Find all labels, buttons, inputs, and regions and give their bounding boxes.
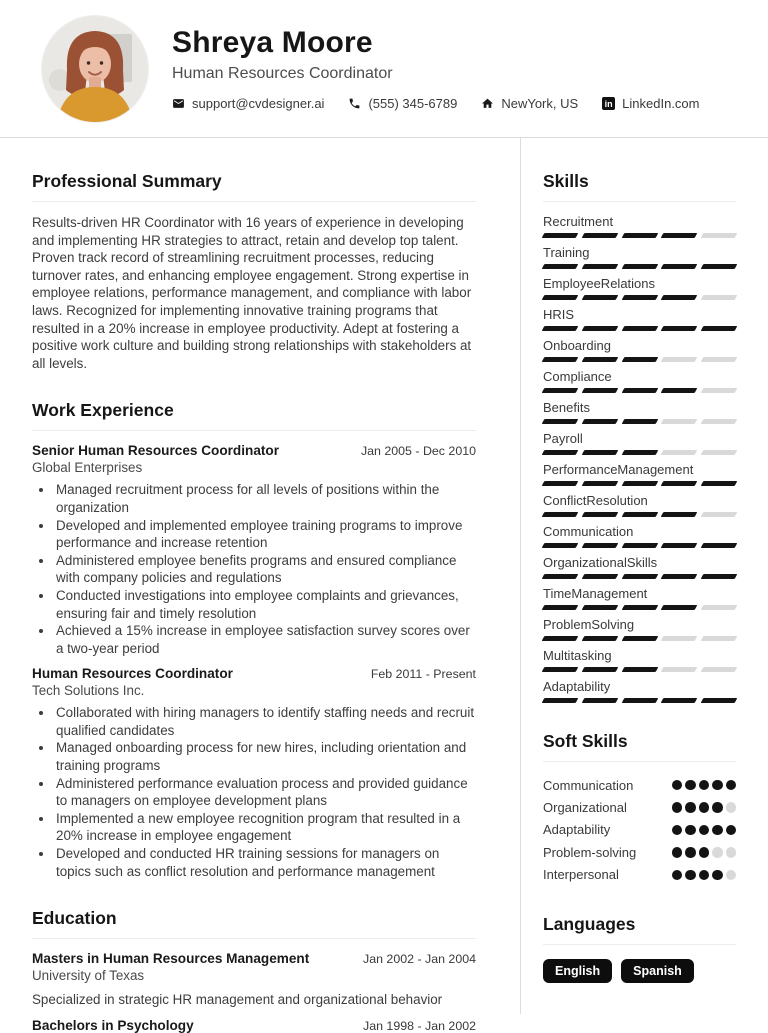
skill-item xyxy=(543,524,736,548)
job-bullet: • Administered employee benefits programs and ensured compliance with company policies and regulations xyxy=(54,552,476,587)
home-icon xyxy=(481,97,494,110)
soft-skill-dots xyxy=(672,870,737,881)
skill-label: ConflictResolution xyxy=(543,493,648,508)
skill-label: Adaptability xyxy=(543,679,611,694)
job-list xyxy=(32,443,476,880)
skill-bar-segment xyxy=(661,295,698,300)
language-list xyxy=(543,959,736,983)
education-header-row xyxy=(32,1018,476,1033)
soft-skill-dot xyxy=(699,870,710,881)
soft-skill-label: Problem-solving xyxy=(543,844,637,860)
skill-bar-segment xyxy=(661,636,698,641)
skill-item xyxy=(543,400,736,424)
contact-label: NewYork, US xyxy=(501,96,579,111)
sidebar-column xyxy=(521,138,768,1014)
skill-bar-segment xyxy=(621,605,658,610)
skill-item xyxy=(543,462,736,486)
soft-skill-label: Interpersonal xyxy=(543,867,619,883)
skill-bar-segment xyxy=(621,450,658,455)
skill-bar-segment xyxy=(621,419,658,424)
skills-heading: Skills xyxy=(543,171,736,202)
skill-bar-segment xyxy=(542,233,579,238)
skill-label: Onboarding xyxy=(543,338,611,353)
skill-bar xyxy=(543,295,736,300)
soft-skill-label: Adaptability xyxy=(543,822,611,838)
skill-bar-segment xyxy=(621,574,658,579)
skill-item xyxy=(543,617,736,641)
main-column xyxy=(0,138,521,1033)
school-name: University of Texas xyxy=(32,968,145,984)
skill-bar-segment xyxy=(581,295,618,300)
skill-item xyxy=(543,679,736,703)
skill-bar-segment xyxy=(542,605,579,610)
skill-bar-segment xyxy=(542,326,579,331)
skill-bar-segment xyxy=(701,295,738,300)
skill-bar-segment xyxy=(661,388,698,393)
job-bullet: • Achieved a 15% increase in employee satisfaction survey scores over a two-year period xyxy=(54,622,476,657)
job-bullet: • Developed and conducted HR training sessions for managers on topics such as conflict resolution and performance management xyxy=(54,845,476,880)
job-bullet: • Conducted investigations into employee complaints and grievances, ensuring fair and timely resolution xyxy=(54,587,476,622)
job-company: Tech Solutions Inc. xyxy=(32,683,145,699)
soft-skill-dot xyxy=(672,870,683,881)
soft-skill-dot xyxy=(672,847,683,858)
skill-bar-segment xyxy=(661,512,698,517)
soft-skill-list xyxy=(543,774,736,886)
job-title: Human Resources Coordinator xyxy=(172,65,393,82)
skill-bar-segment xyxy=(661,357,698,362)
contact-item xyxy=(481,96,578,111)
skill-bar xyxy=(543,357,736,362)
soft-skill-dot xyxy=(685,825,696,836)
skill-bar-segment xyxy=(701,605,738,610)
skill-bar-segment xyxy=(621,357,658,362)
summary-text: Results-driven HR Coordinator with 16 years of experience in developing and implementing HR strategies to attract, retain and develop top talent. Proven track record of streamlining recruitment processes, reducing turnover rates, and enhancing employee engagement. Strong expertise in employee relations, performance management, and compliance with labor laws. Recognized for implementing innovative training programs that resulted in a 20% increase in employee productivity. Adept at fostering a positive work culture and building strong relationships with stakeholders at all levels. xyxy=(32,215,472,371)
language-badge: English xyxy=(543,959,612,983)
skill-bar-segment xyxy=(701,698,738,703)
skill-bar xyxy=(543,512,736,517)
skill-bar-segment xyxy=(581,419,618,424)
name: Shreya Moore xyxy=(172,26,373,59)
soft-skill-dots xyxy=(672,780,737,791)
soft-skill-dot xyxy=(712,780,723,791)
skill-item xyxy=(543,276,736,300)
job-title: Senior Human Resources Coordinator xyxy=(32,443,279,459)
skill-bar-segment xyxy=(661,264,698,269)
skill-bar-segment xyxy=(581,388,618,393)
job-bullet: • Managed recruitment process for all levels of positions within the organization xyxy=(54,481,476,516)
soft-skill-dot xyxy=(712,870,723,881)
education-entry xyxy=(32,951,476,1007)
skill-bar-segment xyxy=(581,667,618,672)
skill-bar-segment xyxy=(542,698,579,703)
skill-bar-segment xyxy=(701,574,738,579)
skill-bar-segment xyxy=(581,326,618,331)
skill-label: Compliance xyxy=(543,369,612,384)
soft-skill-dot xyxy=(685,870,696,881)
skill-bar xyxy=(543,419,736,424)
skill-bar-segment xyxy=(581,543,618,548)
skill-bar-segment xyxy=(621,326,658,331)
phone-icon xyxy=(348,97,361,110)
skill-bar-segment xyxy=(661,698,698,703)
header-text xyxy=(172,26,700,111)
education-dates: Jan 2002 - Jan 2004 xyxy=(363,952,476,967)
skill-label: Training xyxy=(543,245,590,260)
job-dates: Feb 2011 - Present xyxy=(370,667,476,682)
skill-bar-segment xyxy=(581,233,618,238)
soft-skill-dot xyxy=(699,780,710,791)
soft-skill-dots xyxy=(672,847,737,858)
skill-bar-segment xyxy=(581,512,618,517)
job-bullet: • Managed onboarding process for new hires, including orientation and training programs xyxy=(54,739,476,774)
skill-bar-segment xyxy=(701,636,738,641)
skill-bar xyxy=(543,605,736,610)
skill-bar xyxy=(543,574,736,579)
skill-bar xyxy=(543,636,736,641)
skill-bar-segment xyxy=(581,481,618,486)
skill-bar-segment xyxy=(701,326,738,331)
skill-bar xyxy=(543,326,736,331)
skill-bar xyxy=(543,543,736,548)
education-entry xyxy=(32,1018,476,1033)
skill-bar-segment xyxy=(661,605,698,610)
job-bullet: • Developed and implemented employee training programs to improve performance and increase retention xyxy=(54,517,476,552)
contact-item xyxy=(172,96,324,111)
skill-label: OrganizationalSkills xyxy=(543,555,658,570)
job-bullets xyxy=(32,481,476,657)
skill-bar xyxy=(543,450,736,455)
summary-heading: Professional Summary xyxy=(32,171,476,202)
degree-title: Masters in Human Resources Management xyxy=(32,951,310,967)
education-section xyxy=(32,908,476,1033)
linkedin-icon: in xyxy=(602,97,615,110)
soft-skill-dot xyxy=(726,780,737,791)
skill-label: TimeManagement xyxy=(543,586,648,601)
degree-title: Bachelors in Psychology xyxy=(32,1018,194,1033)
skill-bar-segment xyxy=(701,667,738,672)
soft-skill-label: Communication xyxy=(543,777,634,793)
skill-label: EmployeeRelations xyxy=(543,276,656,291)
contact-label: (555) 345-6789 xyxy=(368,96,458,111)
skill-bar-segment xyxy=(542,481,579,486)
job-title: Human Resources Coordinator xyxy=(32,666,233,682)
job-bullet: • Collaborated with hiring managers to identify staffing needs and recruit qualified candidates xyxy=(54,704,476,739)
skill-label: Benefits xyxy=(543,400,590,415)
skill-item xyxy=(543,648,736,672)
contact-label: LinkedIn.com xyxy=(622,96,700,111)
soft-skill-dot xyxy=(672,802,683,813)
skill-bar-segment xyxy=(621,264,658,269)
skill-bar-segment xyxy=(701,233,738,238)
skill-bar-segment xyxy=(542,388,579,393)
skill-bar-segment xyxy=(661,326,698,331)
job-header-row xyxy=(32,443,476,458)
job-entry xyxy=(32,443,476,657)
skill-list xyxy=(543,214,736,703)
summary-section xyxy=(32,171,476,372)
job-bullet: • Implemented a new employee recognition program that resulted in a 20% increase in employee engagement xyxy=(54,810,476,845)
job-entry xyxy=(32,666,476,880)
skill-label: Communication xyxy=(543,524,634,539)
skill-bar-segment xyxy=(581,605,618,610)
soft-skill-dot xyxy=(685,802,696,813)
soft-skills-heading: Soft Skills xyxy=(543,731,736,762)
skill-item xyxy=(543,369,736,393)
skill-label: Multitasking xyxy=(543,648,612,663)
soft-skill-dot xyxy=(699,825,710,836)
soft-skill-dot xyxy=(712,847,723,858)
skill-bar-segment xyxy=(581,357,618,362)
soft-skill-dot xyxy=(726,825,737,836)
skill-label: ProblemSolving xyxy=(543,617,635,632)
skill-bar-segment xyxy=(542,636,579,641)
skill-bar-segment xyxy=(621,388,658,393)
education-note: Specialized in strategic HR management and organizational behavior xyxy=(32,992,443,1008)
contact-item xyxy=(602,96,699,111)
languages-heading: Languages xyxy=(543,914,736,945)
skill-bar-segment xyxy=(701,512,738,517)
skill-bar xyxy=(543,667,736,672)
soft-skill-dots xyxy=(672,825,737,836)
skill-bar-segment xyxy=(661,419,698,424)
work-heading: Work Experience xyxy=(32,400,476,431)
skill-item xyxy=(543,245,736,269)
skill-item xyxy=(543,338,736,362)
body-columns xyxy=(0,138,768,1033)
skill-bar-segment xyxy=(542,357,579,362)
soft-skill-dots xyxy=(672,802,737,813)
skill-label: Payroll xyxy=(543,431,583,446)
skill-bar-segment xyxy=(661,233,698,238)
skill-bar-segment xyxy=(701,419,738,424)
work-section xyxy=(32,400,476,880)
job-company: Global Enterprises xyxy=(32,460,143,476)
skill-bar xyxy=(543,264,736,269)
skill-bar-segment xyxy=(542,450,579,455)
avatar xyxy=(42,16,148,122)
skill-bar xyxy=(543,388,736,393)
header xyxy=(0,0,768,138)
soft-skill-row xyxy=(543,819,736,841)
soft-skill-row xyxy=(543,841,736,863)
skill-bar-segment xyxy=(661,450,698,455)
skill-bar-segment xyxy=(581,264,618,269)
soft-skill-dot xyxy=(712,825,723,836)
skill-bar-segment xyxy=(701,481,738,486)
soft-skill-label: Organizational xyxy=(543,800,627,816)
skill-bar-segment xyxy=(661,667,698,672)
contact-label: support@cvdesigner.ai xyxy=(192,96,325,111)
skill-bar-segment xyxy=(661,543,698,548)
skill-bar-segment xyxy=(581,450,618,455)
skill-bar-segment xyxy=(581,636,618,641)
education-header-row xyxy=(32,951,476,966)
skill-item xyxy=(543,431,736,455)
skill-bar-segment xyxy=(542,574,579,579)
portrait-photo-icon xyxy=(42,16,148,122)
soft-skill-dot xyxy=(726,802,737,813)
skill-bar xyxy=(543,481,736,486)
skill-bar-segment xyxy=(581,698,618,703)
job-dates: Jan 2005 - Dec 2010 xyxy=(360,444,476,459)
soft-skill-row xyxy=(543,774,736,796)
skill-bar-segment xyxy=(621,543,658,548)
soft-skill-dot xyxy=(685,847,696,858)
skill-bar-segment xyxy=(621,295,658,300)
skill-bar-segment xyxy=(621,512,658,517)
mail-icon xyxy=(172,97,185,110)
skill-bar-segment xyxy=(621,636,658,641)
soft-skill-dot xyxy=(726,847,737,858)
skill-label: PerformanceManagement xyxy=(543,462,694,477)
skill-bar-segment xyxy=(581,574,618,579)
education-list xyxy=(32,951,476,1033)
skill-bar-segment xyxy=(621,233,658,238)
skill-item xyxy=(543,586,736,610)
soft-skills-section xyxy=(543,731,736,886)
contact-item xyxy=(348,96,457,111)
skill-bar xyxy=(543,233,736,238)
job-header-row xyxy=(32,666,476,681)
soft-skill-dot xyxy=(726,870,737,881)
job-bullet: • Administered performance evaluation process and provided guidance to managers on employee development plans xyxy=(54,775,476,810)
skill-bar-segment xyxy=(701,450,738,455)
skill-bar-segment xyxy=(621,667,658,672)
soft-skill-dot xyxy=(712,802,723,813)
soft-skill-dot xyxy=(685,780,696,791)
skills-section xyxy=(543,171,736,703)
skill-label: Recruitment xyxy=(543,214,614,229)
skill-item xyxy=(543,307,736,331)
education-heading: Education xyxy=(32,908,476,939)
skill-bar-segment xyxy=(542,543,579,548)
soft-skill-row xyxy=(543,864,736,886)
education-dates: Jan 1998 - Jan 2002 xyxy=(363,1019,476,1033)
soft-skill-dot xyxy=(672,780,683,791)
languages-section xyxy=(543,914,736,983)
skill-bar-segment xyxy=(542,264,579,269)
contact-row xyxy=(172,96,700,111)
skill-bar-segment xyxy=(621,481,658,486)
skill-bar-segment xyxy=(701,543,738,548)
skill-bar-segment xyxy=(701,388,738,393)
skill-bar-segment xyxy=(701,264,738,269)
skill-bar-segment xyxy=(621,698,658,703)
soft-skill-row xyxy=(543,796,736,818)
skill-bar-segment xyxy=(661,481,698,486)
skill-item xyxy=(543,493,736,517)
skill-label: HRIS xyxy=(543,307,575,322)
skill-item xyxy=(543,214,736,238)
job-bullets xyxy=(32,704,476,880)
skill-bar-segment xyxy=(542,295,579,300)
skill-item xyxy=(543,555,736,579)
skill-bar-segment xyxy=(701,357,738,362)
skill-bar xyxy=(543,698,736,703)
soft-skill-dot xyxy=(699,847,710,858)
skill-bar-segment xyxy=(542,512,579,517)
skill-bar-segment xyxy=(542,667,579,672)
soft-skill-dot xyxy=(672,825,683,836)
skill-bar-segment xyxy=(661,574,698,579)
soft-skill-dot xyxy=(699,802,710,813)
skill-bar-segment xyxy=(542,419,579,424)
language-badge: Spanish xyxy=(621,959,694,983)
